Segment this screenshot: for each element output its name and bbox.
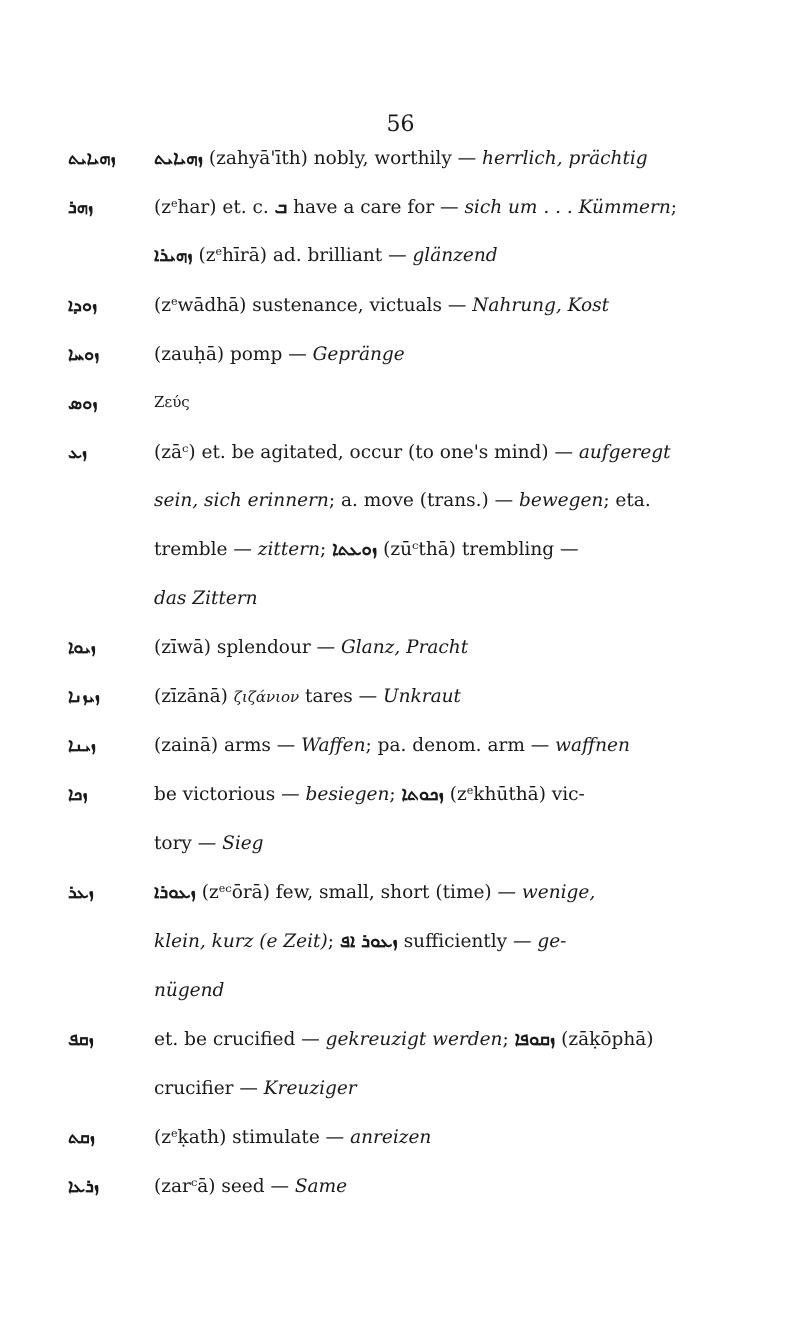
definition-line: (zainā) arms — Waffen; pa. denom. arm — waffnen (154, 735, 630, 756)
headword: ܙܝܙܢܐ (68, 686, 101, 707)
headword: ܙܘܚܐ (68, 344, 100, 365)
headword: ܙܩܬ (68, 1127, 95, 1148)
headword: ܙܘܕܐ (68, 295, 98, 316)
definition-line: $(z^eḳath)$ stimulate — anreizen (154, 1127, 432, 1148)
headword: ܙܥܪ (68, 882, 94, 903)
definition-line: ܙܗܝܐܝܬ (zahyā'īth) nobly, worthily — herrlich, prächtig (154, 148, 648, 169)
headword: ܙܟܐ (68, 784, 88, 805)
definition-line: (zauḥā) pomp — Gepränge (154, 344, 405, 365)
headword: ܙܩܦ (68, 1029, 94, 1050)
headword: ܙܝܘܐ (68, 637, 96, 658)
definition-line: (zāᶜ) et. be agitated, occur (to one's mind) — aufgeregt (154, 442, 671, 463)
headword: ܙܝܢܐ (68, 735, 96, 756)
headword: ܙܗܪ (68, 197, 94, 218)
definition-line: Ζεύς (154, 393, 190, 411)
definition-line: (zarᶜā) seed — Same (154, 1176, 348, 1197)
definition-line: ܙܥܘܪܐ $(z^eᶜōrā)$ few, small, short (time) — wenige, (154, 882, 596, 903)
definition-line: (zīwā) splendour — Glanz, Pracht (154, 637, 469, 658)
definition-line: $(z^ewādhā)$ sustenance, victuals — Nahrung, Kost (154, 295, 610, 316)
definition-line: $(z^ehar)$ et. c. ܒ have a care for — sich um . . . Kümmern; (154, 197, 677, 218)
page-number: 56 (386, 112, 415, 137)
dictionary-page: 56 ܙܗܝܐܝܬ ܙܗܝܐܝܬ (zahyā'īth) nobly, worthily — herrlich, prächtig ܙܗܪ $(z^ehar)$ et. c. ܒ have a care for — sich um . . . Kümmern; ܙܗܝܪܐ $(z^ehīrā)$ ad. brilliant — glänzend ܙܘܕܐ $(z^ewādhā)$ sustenance, victuals — Nahrung, Kost ܙܘܚܐ (zauḥā) pomp — Gepränge ܙܘܣ Ζεύς ܙܥ (zāᶜ) et. be agitated, occur (to one's mind) — aufgeregt sein, sich erinnern; a. move (trans.) — bewegen; eta. tremble — zittern; ܙܘܥܬܐ (zūᶜthā) trembling — das Zittern ܙܝܘܐ (zīwā) splendour — Glanz, Pracht ܙܝܙܢܐ (zīzānā) ζιζάνιον tares — Unkraut ܙܝܢܐ (zainā) arms — Waffen; pa. denom. arm — waffnen ܙܟܐ be victorious — besiegen; ܙܟܘܬܐ $(z^ekhūthā)$ vic- tory — Sieg ܙܥܪ ܙܥܘܪܐ $(z^eᶜōrā)$ few, small, short (time) — wenige, klein, kurz (e Zeit); ܙܥܘܪ ܐܦ sufficiently — ge- nügend ܙܩܦ et. be crucified — gekreuzigt werden; ܙܩܘܦܐ (zāḳōphā) crucifier — Kreuziger ܙܩܬ $(z^eḳath)$ stimulate — anreizen ܙܪܥܐ (zarᶜā) seed — Same (0, 0, 801, 1338)
definition-line: be victorious — besiegen; ܙܟܘܬܐ $(z^ekhūthā)$ vic- (154, 784, 585, 805)
headword: ܙܘܣ (68, 393, 98, 414)
definition-line: (zīzānā) ζιζάνιον tares — Unkraut (154, 686, 461, 707)
headword: ܙܗܝܐܝܬ (68, 148, 116, 169)
definition-line: et. be crucified — gekreuzigt werden; ܙܩܘܦܐ (zāḳōphā) (154, 1029, 654, 1050)
headword: ܙܥ (68, 442, 88, 463)
headword: ܙܪܥܐ (68, 1176, 100, 1197)
